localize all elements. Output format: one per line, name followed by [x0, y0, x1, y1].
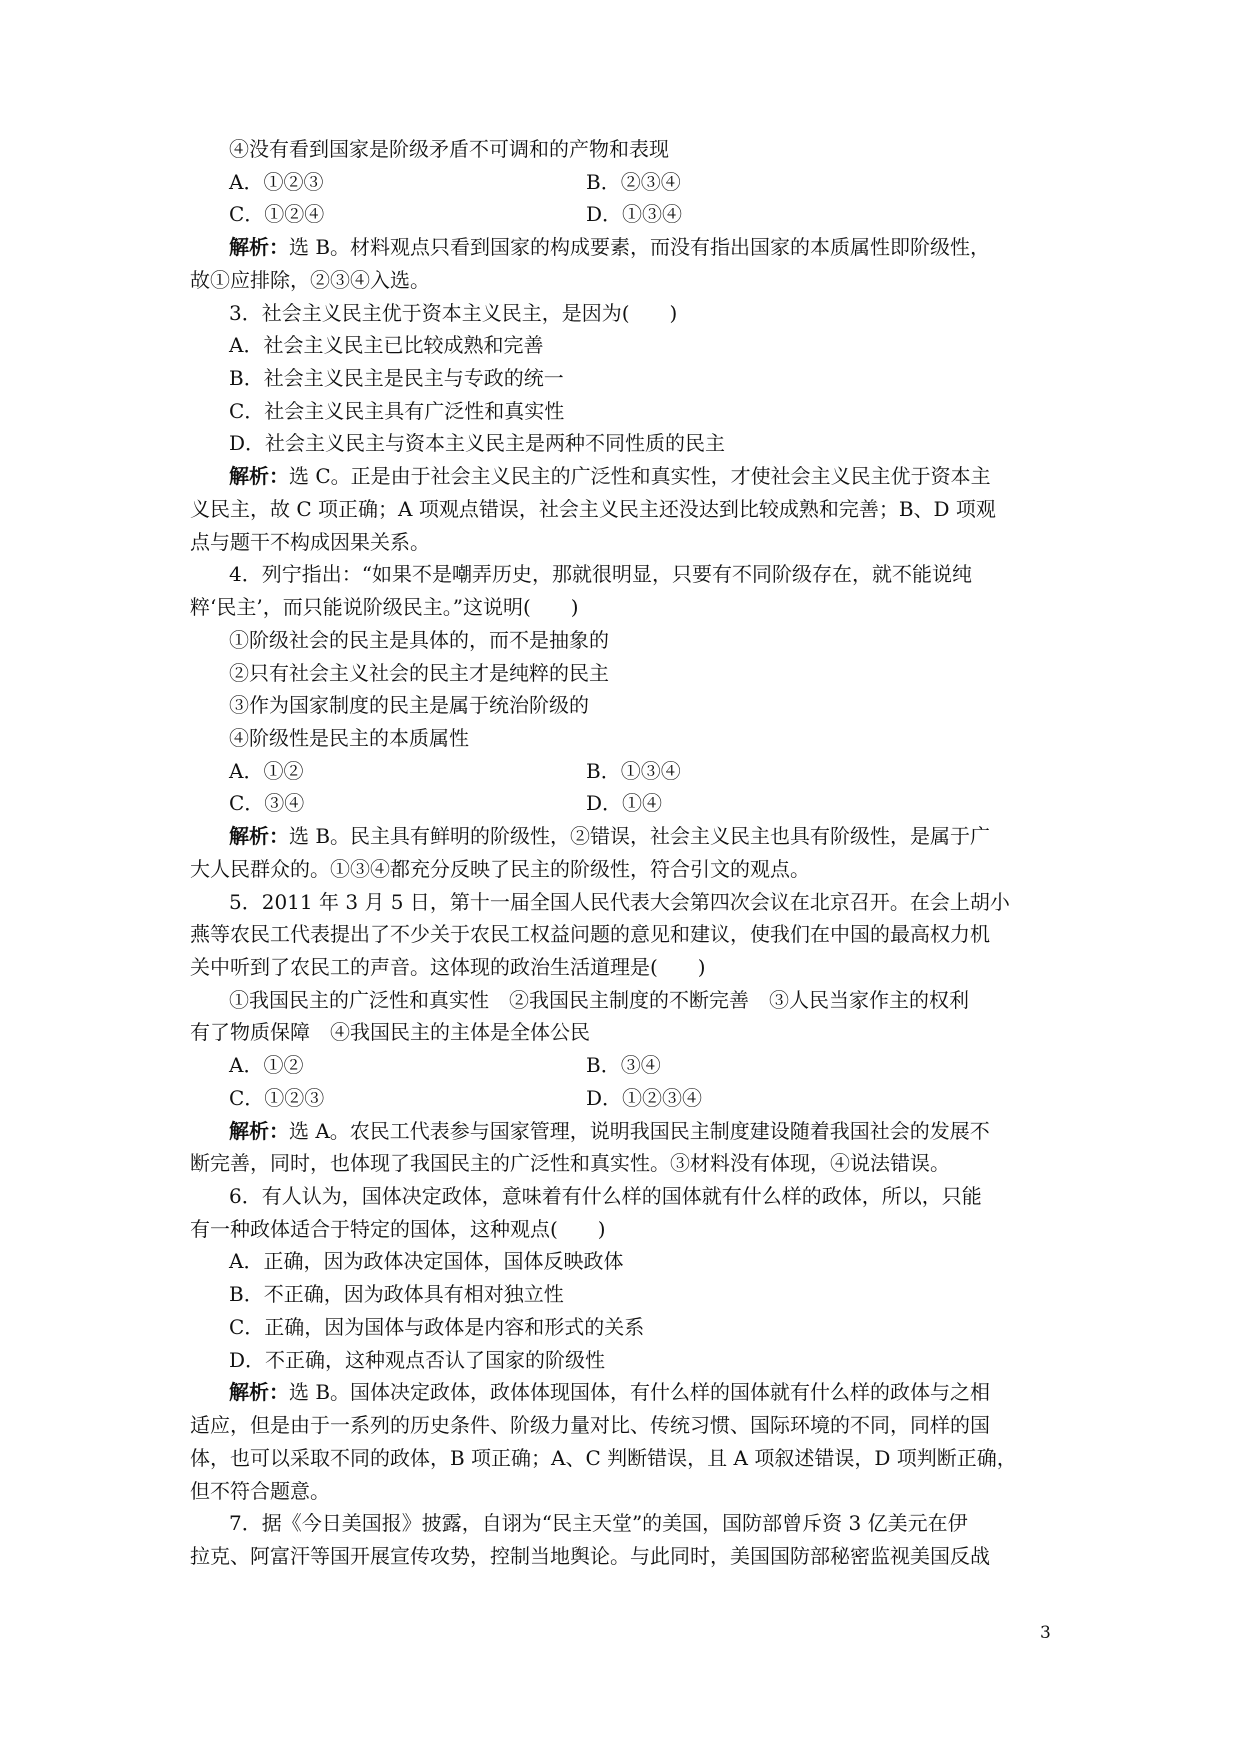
line-text: ①阶级社会的民主是具体的，而不是抽象的 — [229, 628, 609, 652]
line-text: 6．有人认为，国体决定政体，意味着有什么样的国体就有什么样的政体，所以，只能 — [229, 1184, 982, 1208]
text-line — [229, 627, 609, 653]
line-text: 适应，但是由于一系列的历史条件、阶级力量对比、传统习惯、国际环境的不同，同样的国 — [190, 1413, 990, 1437]
line-text: 4．列宁指出：“如果不是嘲弄历史，那就很明显，只要有不同阶级存在，就不能说纯 — [229, 562, 972, 586]
text-line — [190, 1150, 950, 1176]
text-line — [229, 692, 589, 718]
text-line — [229, 725, 469, 751]
line-text: 断完善，同时，也体现了我国民主的广泛性和真实性。③材料没有体现，④说法错误。 — [190, 1151, 950, 1175]
line-text: 燕等农民工代表提出了不少关于农民工权益问题的意见和建议，使我们在中国的最高权力机 — [190, 922, 990, 946]
text-line — [229, 660, 609, 686]
text-line — [190, 856, 810, 882]
text-line — [190, 1216, 606, 1242]
line-text: 有了物质保障 ④我国民主的主体是全体公民 — [190, 1020, 590, 1044]
page-number: 3 — [1040, 1623, 1051, 1643]
option-right: B．②③④ — [586, 170, 681, 194]
option-left: A．①② — [229, 759, 304, 783]
text-line — [229, 561, 972, 587]
line-text: C．正确，因为国体与政体是内容和形式的关系 — [229, 1315, 645, 1339]
text-line — [190, 529, 430, 555]
line-text: 选 B。国体决定政体，政体体现国体，有什么样的国体就有什么样的政体与之相 — [289, 1380, 991, 1404]
line-text: 拉克、阿富汗等国开展宣传攻势，控制当地舆论。与此同时，美国国防部秘密监视美国反战 — [190, 1544, 990, 1568]
line-text: 有一种政体适合于特定的国体，这种观点( ) — [190, 1217, 606, 1241]
text-line — [190, 594, 579, 620]
text-line — [229, 1183, 982, 1209]
analysis-label: 解析： — [229, 464, 289, 488]
text-line — [229, 136, 669, 162]
analysis-line — [229, 823, 990, 849]
analysis-label: 解析： — [229, 235, 289, 259]
analysis-label: 解析： — [229, 1119, 289, 1143]
line-text: 选 C。正是由于社会主义民主的广泛性和真实性，才使社会主义民主优于资本主 — [289, 464, 991, 488]
text-line — [190, 496, 996, 522]
line-text: 选 B。民主具有鲜明的阶级性，②错误，社会主义民主也具有阶级性，是属于广 — [289, 824, 991, 848]
text-line — [229, 398, 564, 424]
option-right: D．①③④ — [586, 202, 683, 226]
text-line — [229, 332, 543, 358]
text-line — [229, 300, 677, 326]
line-text: 义民主，故 C 项正确；A 项观点错误，社会主义民主还没达到比较成熟和完善；B、D 项观 — [190, 497, 996, 521]
text-line — [190, 267, 430, 293]
line-text: A．正确，因为政体决定国体，国体反映政体 — [229, 1249, 624, 1273]
line-text: 3．社会主义民主优于资本主义民主，是因为( ) — [229, 301, 678, 325]
option-left: C．③④ — [229, 791, 305, 815]
text-line — [229, 365, 564, 391]
line-text: 选 B。材料观点只看到国家的构成要素，而没有指出国家的本质属性即阶级性， — [289, 235, 991, 259]
line-text: 点与题干不构成因果关系。 — [190, 530, 430, 554]
text-line — [229, 889, 1010, 915]
line-text: ②只有社会主义社会的民主才是纯粹的民主 — [229, 661, 609, 685]
line-text: C．社会主义民主具有广泛性和真实性 — [229, 399, 565, 423]
analysis-label: 解析： — [229, 1380, 289, 1404]
option-left: C．①②③ — [229, 1086, 325, 1110]
text-line — [190, 921, 990, 947]
option-left: A．①②③ — [229, 170, 324, 194]
text-line — [229, 987, 969, 1013]
line-text: 关中听到了农民工的声音。这体现的政治生活道理是( ) — [190, 955, 706, 979]
text-line — [229, 1314, 644, 1340]
line-text: 粹‘民主’，而只能说阶级民主。”这说明( ) — [190, 595, 579, 619]
text-line — [190, 1543, 990, 1569]
line-text: 体，也可以采取不同的政体，B 项正确；A、C 判断错误，且 A 项叙述错误，D 项判断正确， — [190, 1446, 1017, 1470]
analysis-line — [229, 234, 990, 260]
line-text: ④没有看到国家是阶级矛盾不可调和的产物和表现 — [229, 137, 669, 161]
option-right: B．①③④ — [586, 759, 681, 783]
line-text: D．不正确，这种观点否认了国家的阶级性 — [229, 1348, 606, 1372]
text-line — [229, 430, 725, 456]
line-text: 7．据《今日美国报》披露，自诩为“民主天堂”的美国，国防部曾斥资 3 亿美元在伊 — [229, 1511, 968, 1535]
text-line — [190, 1019, 590, 1045]
analysis-label: 解析： — [229, 824, 289, 848]
text-line — [190, 954, 706, 980]
analysis-line — [229, 463, 991, 489]
option-left: C．①②④ — [229, 202, 325, 226]
option-right: D．①④ — [586, 791, 663, 815]
line-text: ④阶级性是民主的本质属性 — [229, 726, 469, 750]
text-line — [190, 1478, 330, 1504]
line-text: 大人民群众的。①③④都充分反映了民主的阶级性，符合引文的观点。 — [190, 857, 810, 881]
line-text: A．社会主义民主已比较成熟和完善 — [229, 333, 544, 357]
analysis-line — [229, 1118, 990, 1144]
line-text: 选 A。农民工代表参与国家管理，说明我国民主制度建设随着我国社会的发展不 — [289, 1119, 990, 1143]
text-line — [229, 1510, 968, 1536]
text-line — [229, 1248, 623, 1274]
line-text: D．社会主义民主与资本主义民主是两种不同性质的民主 — [229, 431, 726, 455]
line-text: 故①应排除，②③④入选。 — [190, 268, 430, 292]
text-line — [190, 1412, 990, 1438]
text-line — [229, 1281, 564, 1307]
line-text: 5．2011 年 3 月 5 日，第十一届全国人民代表大会第四次会议在北京召开。在会上胡小 — [229, 890, 1010, 914]
line-text: ③作为国家制度的民主是属于统治阶级的 — [229, 693, 589, 717]
analysis-line — [229, 1379, 990, 1405]
line-text: ①我国民主的广泛性和真实性 ②我国民主制度的不断完善 ③人民当家作主的权利 — [229, 988, 969, 1012]
text-line — [190, 1445, 1017, 1471]
text-line — [229, 1347, 605, 1373]
option-right: D．①②③④ — [586, 1086, 703, 1110]
option-right: B．③④ — [586, 1053, 661, 1077]
line-text: B．社会主义民主是民主与专政的统一 — [229, 366, 564, 390]
line-text: B．不正确，因为政体具有相对独立性 — [229, 1282, 564, 1306]
line-text: 但不符合题意。 — [190, 1479, 330, 1503]
option-left: A．①② — [229, 1053, 304, 1077]
